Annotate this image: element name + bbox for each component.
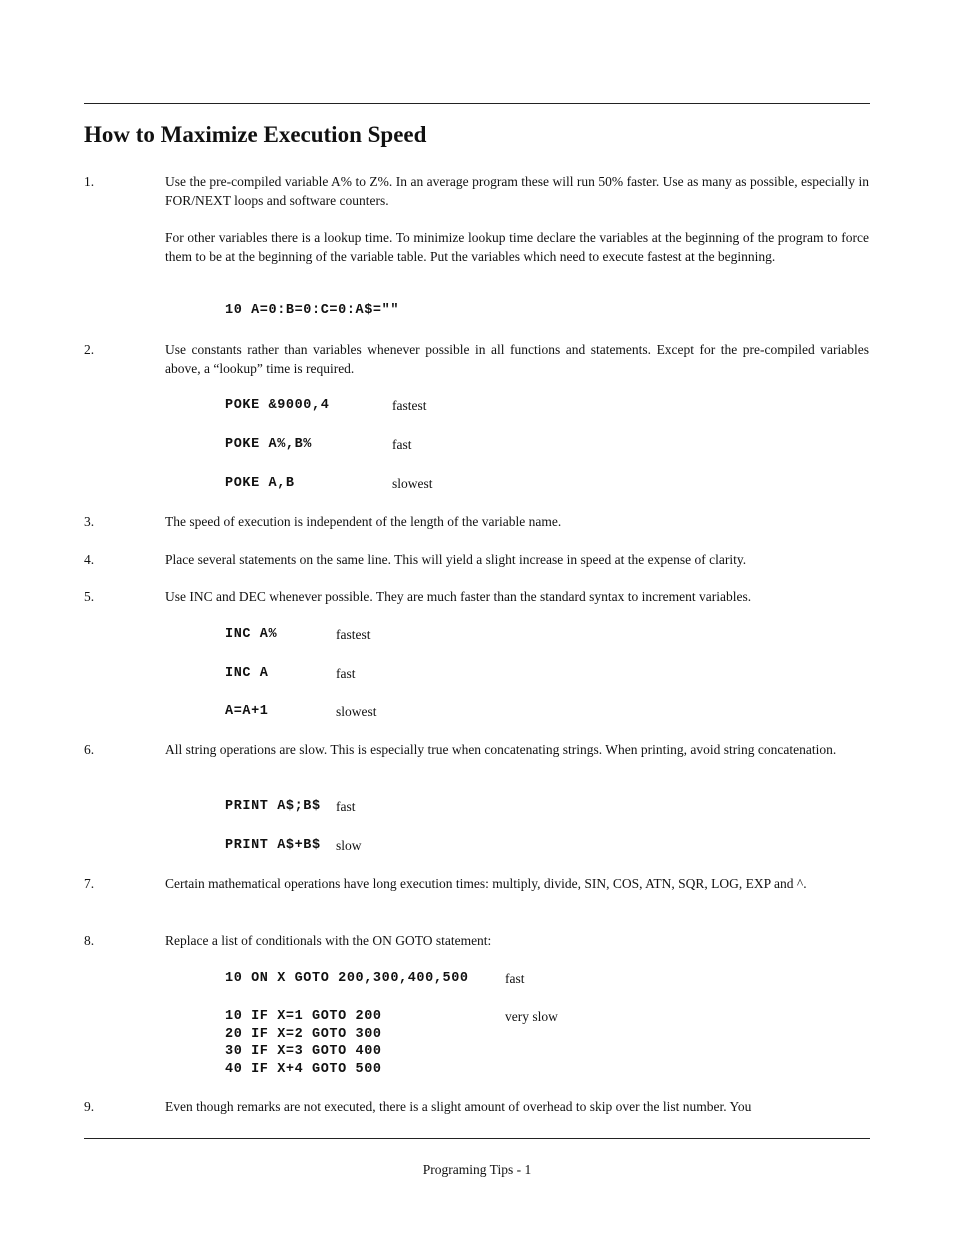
code-example: INC A% — [225, 627, 278, 642]
list-item-text: Use the pre-compiled variable A% to Z%. In an average program these will run 50% faster. Use as many as possible, especially in FOR/NEXT loops and software counters. — [165, 174, 869, 208]
speed-note: fast — [392, 437, 412, 452]
list-number: 5. — [84, 589, 95, 604]
page-footer: Programing Tips - 1 — [422, 1162, 532, 1177]
speed-note: slowest — [336, 704, 377, 719]
speed-note: fast — [336, 666, 356, 681]
list-number: 7. — [84, 876, 95, 891]
page-title: How to Maximize Execution Speed — [84, 122, 427, 147]
list-number: 6. — [84, 742, 95, 757]
list-item-text: All string operations are slow. This is especially true when concatenating strings. When printing, avoid string concatenation. — [165, 742, 837, 757]
list-item-text: Use constants rather than variables whenever possible in all functions and statements. Except for the pre-compiled variables above, a “lookup” time is required. — [165, 342, 869, 376]
list-item-text: Place several statements on the same line. This will yield a slight increase in speed at the expense of clarity. — [165, 552, 747, 567]
list-number: 9. — [84, 1099, 95, 1114]
speed-note: fastest — [392, 398, 427, 413]
code-example: 10 ON X GOTO 200,300,400,500 — [225, 971, 469, 986]
list-item-text: Use INC and DEC whenever possible. They are much faster than the standard syntax to increment variables. — [165, 589, 752, 604]
code-example: INC A — [225, 666, 269, 681]
speed-note: slow — [336, 838, 362, 853]
code-example: PRINT A$;B$ — [225, 799, 321, 814]
list-item-text: The speed of execution is independent of the length of the variable name. — [165, 514, 562, 529]
list-item-text: Certain mathematical operations have long execution times: multiply, divide, SIN, COS, ATN, SQR, LOG, EXP and ^. — [165, 876, 807, 891]
speed-note: slowest — [392, 476, 433, 491]
code-example: A=A+1 — [225, 704, 269, 719]
list-number: 8. — [84, 933, 95, 948]
speed-note: fastest — [336, 627, 371, 642]
list-number: 2. — [84, 342, 95, 357]
speed-note: fast — [505, 971, 525, 986]
code-example: POKE A,B — [225, 476, 295, 491]
code-example: 10 A=0:B=0:C=0:A$="" — [225, 303, 400, 318]
list-item-text: Even though remarks are not executed, there is a slight amount of overhead to skip over the list number. You — [165, 1099, 752, 1114]
speed-note: fast — [336, 799, 356, 814]
bottom-rule — [84, 1138, 870, 1139]
list-number: 1. — [84, 174, 95, 189]
code-example: PRINT A$+B$ — [225, 838, 321, 853]
code-example: 10 IF X=1 GOTO 200 20 IF X=2 GOTO 300 30 IF X=3 GOTO 400 40 IF X+4 GOTO 500 — [225, 1009, 382, 1077]
code-example: POKE &9000,4 — [225, 398, 330, 413]
list-number: 3. — [84, 514, 95, 529]
top-rule — [84, 103, 870, 104]
list-item-text: For other variables there is a lookup time. To minimize lookup time declare the variables at the beginning of the program to force them to be at the beginning of the variable table. Put the variables which need to execute fastest at the beginning. — [165, 230, 869, 264]
speed-note: very slow — [505, 1009, 558, 1024]
list-item-text: Replace a list of conditionals with the ON GOTO statement: — [165, 933, 492, 948]
list-number: 4. — [84, 552, 95, 567]
code-example: POKE A%,B% — [225, 437, 313, 452]
